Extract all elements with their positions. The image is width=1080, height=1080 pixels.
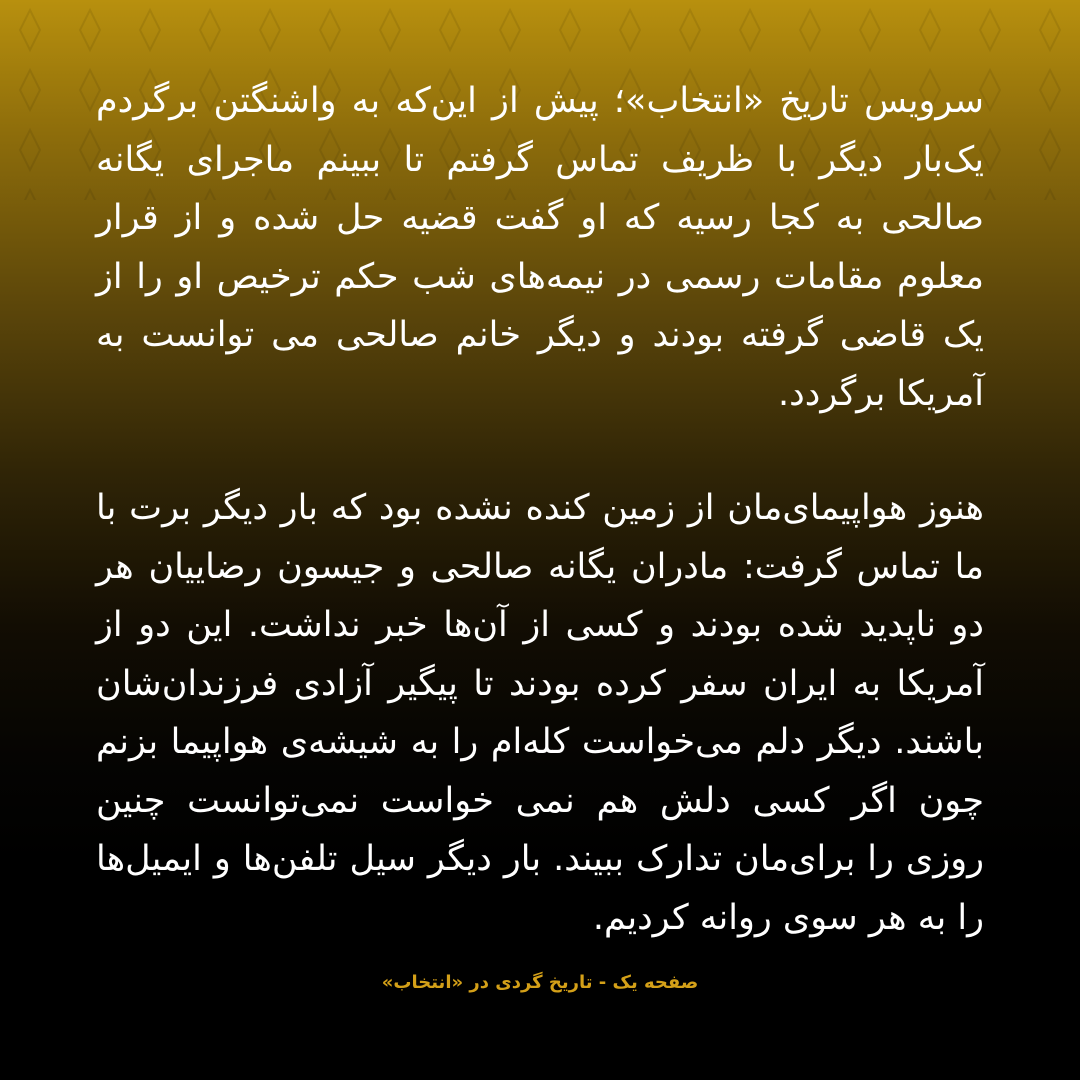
paragraph-1: سرویس تاریخ «انتخاب»؛ پیش از این‌که به واشنگتن برگردم یک‌بار دیگر با ظریف تماس گرفتم تا ببینم ماجرای یگانه صالحی به کجا رسیه که او گفت قضیه حل شده و از قرار معلوم مقامات رسمی در نیمه‌های شب حکم ترخیص او را از یک قاضی گرفته بودند و دیگر خانم صالحی می توانست به آمریکا برگردد. [96,81,984,414]
article-body [96,72,984,947]
page-caption: صفحه یک - تاریخ گردی در «انتخاب» [381,972,699,993]
paragraph-2: هنوز هواپیمای‌مان از زمین کنده نشده بود که بار دیگر برت با ما تماس گرفت: مادران یگانه صالحی و جیسون رضاییان هر دو ناپدید شده بودند و کسی از آن‌ها خبر نداشت. این دو از آمریکا به ایران سفر کرده بودند تا پیگیر آزادی فرزندان‌شان باشند. دیگر دلم می‌خواست کله‌ام را به شیشه‌ی هواپیما بزنم چون اگر کسی دلش هم نمی خواست نمی‌توانست چنین روزی را برای‌مان تدارک ببیند. بار دیگر سیل تلفن‌ها و ایمیل‌ها را به هر سوی روانه کردیم. [96,488,984,938]
